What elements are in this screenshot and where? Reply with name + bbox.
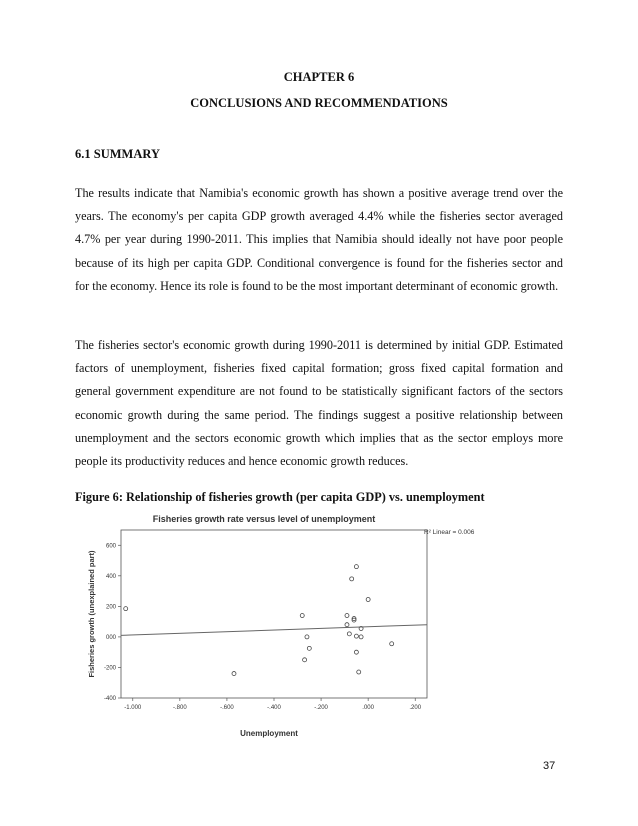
r2-label: R² Linear = 0.006 — [424, 529, 475, 536]
figure-caption: Figure 6: Relationship of fisheries growth (per capita GDP) vs. unemployment — [75, 490, 485, 504]
page-number: 37 — [543, 760, 556, 772]
x-tick-label: -1.000 — [124, 705, 142, 711]
summary-paragraph-2: The fisheries sector's economic growth during 1990-2011 is determined by initial GDP. Estimated factors of unemployment, fisheries fixed capital formation; gross fixed capital formation and general government expenditure are not found to be statistically significant factors of the sectors economic growth during the same period. The findings suggest a positive relationship between unemployment and the sectors economic growth which implies that as the sector employs more people its productivity reduces and hence economic growth reduces. — [75, 338, 563, 469]
y-axis-ticks — [104, 543, 121, 702]
x-axis-label: Unemployment — [240, 729, 298, 738]
y-axis-label: Fisheries growth (unexplained part) — [87, 550, 96, 678]
x-tick-label: -.200 — [314, 705, 328, 711]
chart-title: Fisheries growth rate versus level of unemployment — [152, 514, 376, 524]
x-tick-label: -.600 — [220, 705, 234, 711]
x-tick-label: .200 — [409, 705, 422, 711]
y-tick-label: 200 — [105, 604, 116, 611]
plot-area — [121, 530, 427, 698]
y-tick-label: -200 — [103, 665, 116, 672]
y-tick-label: 400 — [105, 573, 116, 580]
section-heading: 6.1 SUMMARY — [75, 147, 160, 161]
y-tick-label: -400 — [103, 696, 116, 702]
scatter-chart — [84, 510, 492, 740]
summary-paragraph-1: The results indicate that Namibia's economic growth has shown a positive average trend over the years. The economy's per capita GDP growth averaged 4.4% while the fisheries sector averaged 4.7% per year during 1990-2011. This implies that Namibia should ideally not have poor people because of its high per capita GDP. Conditional convergence is found for the fisheries sector and for the economy. Hence its role is found to be the most important determinant of economic growth. — [75, 186, 563, 293]
x-tick-label: -.800 — [173, 705, 187, 711]
x-tick-label: -.400 — [267, 705, 281, 711]
y-tick-label: 000 — [105, 634, 116, 641]
y-tick-label: 600 — [105, 543, 116, 550]
chapter-number: CHAPTER 6 — [283, 70, 355, 84]
x-tick-label: .000 — [362, 705, 374, 711]
chapter-title: CONCLUSIONS AND RECOMMENDATIONS — [190, 96, 448, 110]
x-axis-ticks — [124, 698, 421, 711]
